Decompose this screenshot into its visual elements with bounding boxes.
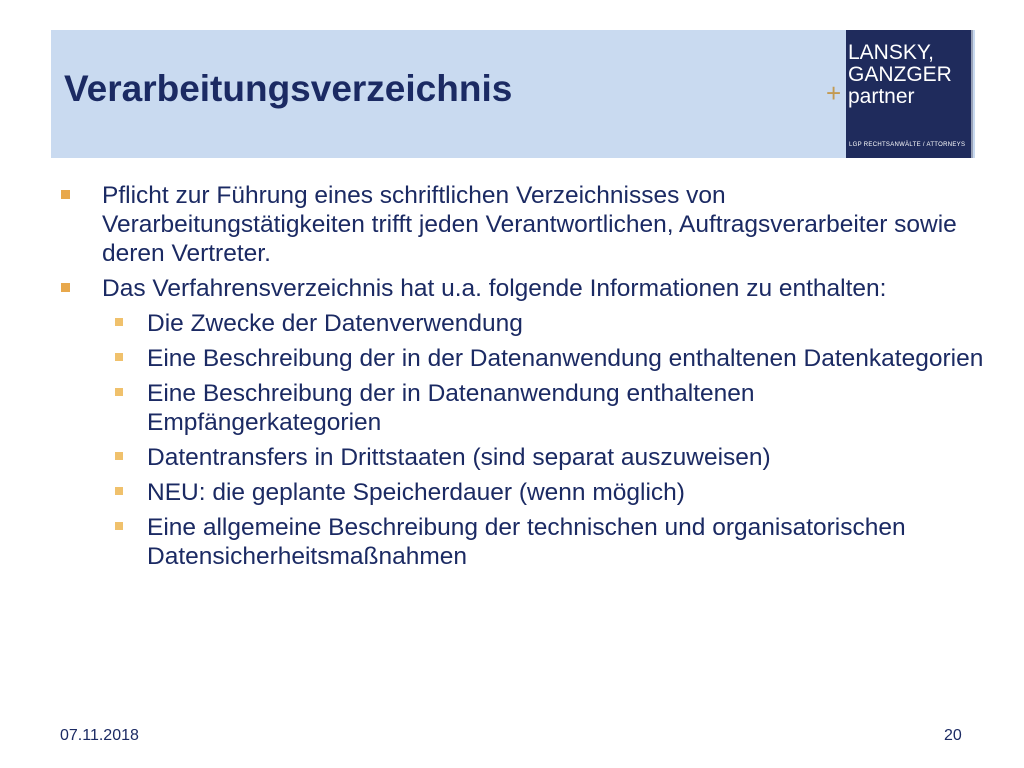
square-bullet-icon [115, 487, 123, 495]
sub-bullet-text: Eine Beschreibung der in der Datenanwendung enthaltenen Datenkategorien [147, 345, 984, 372]
page-number: 20 [944, 727, 962, 744]
list-item [60, 379, 990, 437]
bullet-text: Das Verfahrensverzeichnis hat u.a. folgende Informationen zu enthalten: [102, 275, 887, 302]
list-item [60, 513, 990, 571]
list-item [60, 478, 990, 507]
footer-date: 07.11.2018 [60, 727, 139, 744]
sub-bullet-text: Eine Beschreibung der in Datenanwendung enthaltenen Empfängerkategorien [147, 380, 755, 436]
bullet-list [60, 181, 990, 303]
logo-subtitle: LGP RECHTSANWÄLTE / ATTORNEYS [849, 142, 966, 148]
square-bullet-icon [61, 283, 70, 292]
sub-bullet-list [60, 309, 990, 571]
logo-line-3: partner [848, 85, 915, 108]
square-bullet-icon [115, 318, 123, 326]
logo-line-2: GANZGER [848, 63, 952, 86]
list-item [60, 181, 990, 268]
list-item [60, 344, 990, 373]
company-logo [846, 30, 973, 158]
sub-bullet-text: NEU: die geplante Speicherdauer (wenn möglich) [147, 479, 685, 506]
list-item [60, 274, 990, 303]
square-bullet-icon [115, 452, 123, 460]
square-bullet-icon [115, 353, 123, 361]
square-bullet-icon [115, 388, 123, 396]
bullet-text: Pflicht zur Führung eines schriftlichen Verzeichnisses von Verarbeitungstätigkeiten trifft jeden Verantwortlichen, Auftragsverarbeiter sowie deren Vertreter. [102, 182, 957, 267]
sub-bullet-text: Eine allgemeine Beschreibung der technischen und organisatorischen Datensicherheitsmaßnahmen [147, 514, 906, 570]
list-item [60, 309, 990, 338]
logo-line-1: LANSKY, [848, 41, 934, 64]
slide-content [60, 181, 990, 577]
logo-plus-sign: + [826, 78, 842, 108]
slide-title: Verarbeitungsverzeichnis [64, 68, 513, 109]
square-bullet-icon [61, 190, 70, 199]
list-item [60, 443, 990, 472]
sub-bullet-text: Datentransfers in Drittstaaten (sind separat auszuweisen) [147, 444, 771, 471]
sub-bullet-text: Die Zwecke der Datenverwendung [147, 310, 523, 337]
square-bullet-icon [115, 522, 123, 530]
